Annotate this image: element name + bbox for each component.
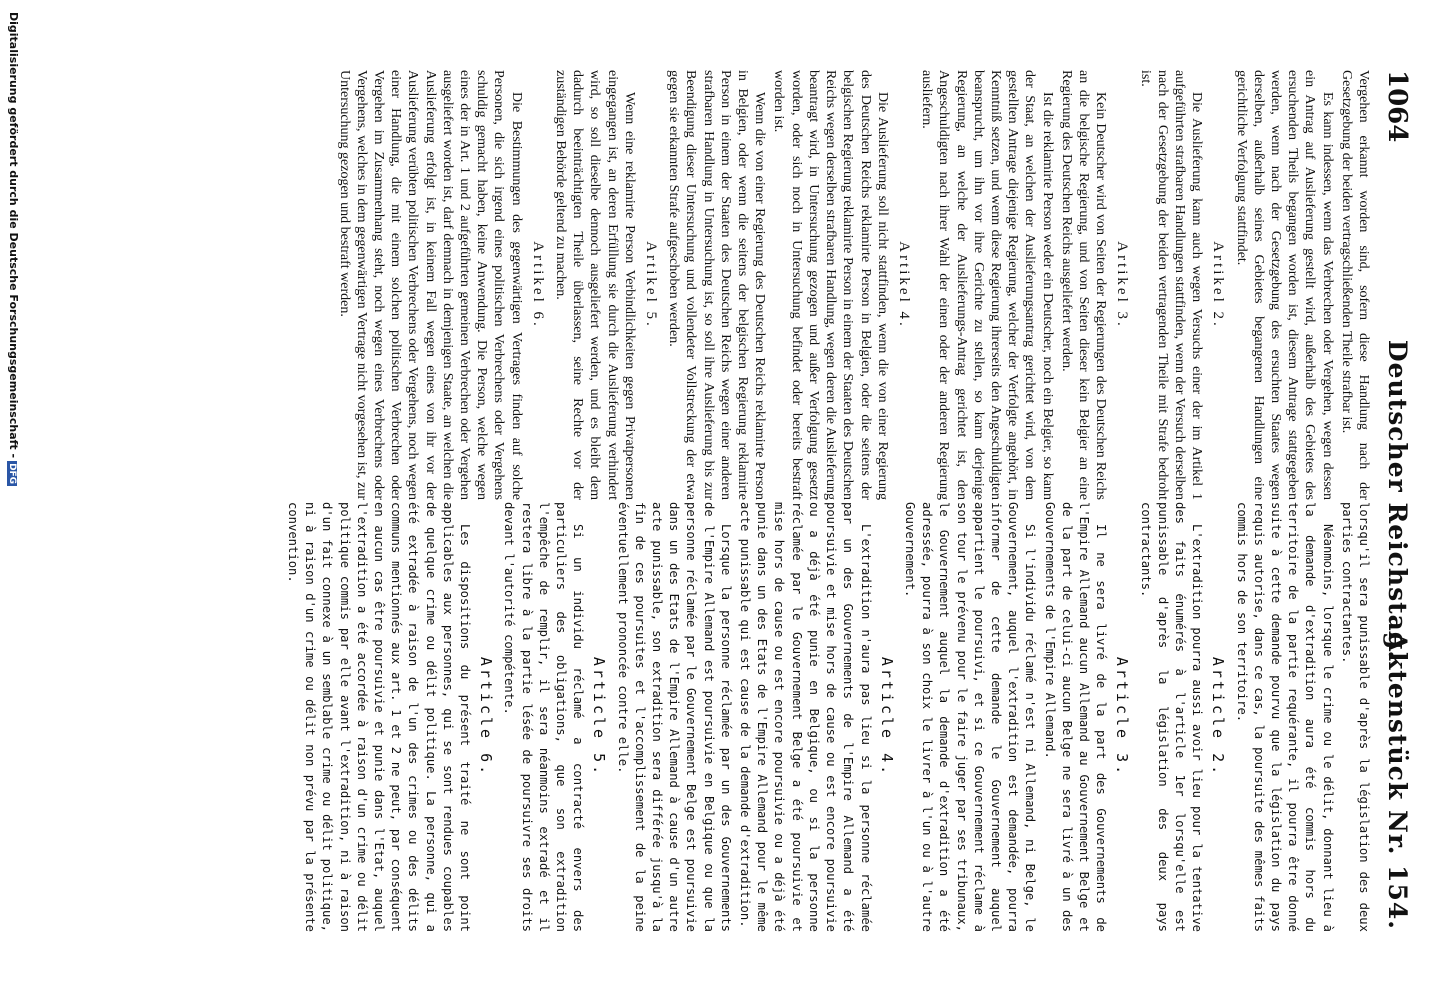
french-text-column <box>282 502 1372 932</box>
german-article-heading: Artikel 6. <box>529 241 546 329</box>
german-paragraph: Wenn die von einer Regierung des Deutschen Reichs reklamirte Person in Belgien, oder wenn die seitens der belgischen Regierung reklamirte Person in einem der Staaten des Deutschen Reichs wegen einer anderen strafbaren Handlung in Untersuchung ist, so soll ihre Auslieferung bis zur Beendigung dieser Untersuchung und vollendeter Vollstreckung der etwa gegen sie erkannten Strafe aufgeschoben werden. <box>666 70 768 500</box>
french-article-heading: Article 2. <box>1209 656 1228 778</box>
german-article-heading: Artikel 2. <box>1210 241 1227 329</box>
german-paragraph: Die Bestimmungen des gegenwärtigen Vertrages finden auf solche Personen, die sich irgend eines politischen Verbrechens oder Vergehens schuldig gemacht haben, keine Anwendung. Die Person, welche wegen eines der in Art. 1 und 2 aufgeführten gemeinen Verbrechen oder Vergehen ausgeliefert worden ist, darf demnach in demjenigen Staate, an welchen die Auslieferung erfolgt ist, in keinem Fall wegen eines von ihr vor der Auslieferung verübten politischen Verbrechens oder Vergehens, noch wegen einer Handlung, die mit einem solchen politischen Verbrechen oder Vergehen im Zusammenhang steht, noch wegen eines Verbrechens oder Vergehens, welches in dem gegenwärtigen Vertrage nicht vorgesehen ist, zur Untersuchung gezogen und bestraft werden. <box>336 70 524 500</box>
page-header <box>1376 70 1412 930</box>
french-paragraph: Si un individu réclamé a contracté envers des particuliers des obligations, que son extradition l'empêche de remplir, il sera néanmoins extradé et il restera libre à la partie lésée de poursuivre ses droits devant l'autorité compétente. <box>502 502 586 932</box>
german-text-column <box>333 70 1372 500</box>
german-article-heading: Artikel 3. <box>1114 241 1131 329</box>
french-article-heading: Article 3. <box>1113 656 1132 778</box>
french-paragraph: Si l'individu réclamé n'est ni Allemand, ni Belge, le Gouvernement, auquel l'extradition est demandée, pourra informer de cette demande le Gouvernement auquel appartient le poursuivi, et si ce Gouvernement réclame à son tour le prévenu pour le faire juger par ses tribunaux, le Gouvernement auquel la demande d'extradition a été adressée, pourra à son choix le livrer à l'un ou à l'autre Gouvernement. <box>902 502 1038 932</box>
french-paragraph: Il ne sera livré de la part des Gouvernements de l'Empire Allemand aucun Allemand au Gouvernement Belge et de la part de celui-ci aucun Belge ne sera livré à un des Gouvernements de l'Empire Allemand. <box>1042 502 1109 932</box>
french-paragraph: Lorsque la personne réclamée par un des Gouvernements de l'Empire Allemand est poursuivie en Belgique ou que la personne réclamée par le Gouvernement Belge est poursuivie dans un des Etats de l'Empire Allemand à cause d'un autre acte punissable, son extradition sera différée jusqu'à la fin de ces poursuites et l'accomplissement de la peine éventuellement prononcée contre elle. <box>615 502 733 932</box>
french-paragraph: Néanmoins, lorsque le crime ou le délit, donnant lieu à la demande d'extradition aura été commis hors du territoire de la partie requérante, il pourra être donné suite à cette demande pourvu que la législation du pays requis autorise, dans ce cas, la poursuite des mêmes faits commis hors de son territoire. <box>1234 502 1335 932</box>
german-article-heading: Artikel 4. <box>895 241 912 329</box>
french-article-heading: Article 4. <box>877 656 896 778</box>
page-number: 1064 <box>1382 70 1412 143</box>
german-paragraph: Wenn eine reklamirte Person Verbindlichkeiten gegen Privatpersonen eingegangen ist, an deren Erfüllung sie durch die Auslieferung verhindert wird, so soll dieselbe dennoch ausgeliefert werden, und es bleibt dem dadurch beeinträchtigten Theile überlassen, seine Rechte vor der zuständigen Behörde geltend zu machen. <box>553 70 637 500</box>
german-article-heading: Artikel 5. <box>643 241 660 329</box>
german-paragraph: Kein Deutscher wird von Seiten der Regierungen des Deutschen Reichs an die belgische Regierung, und von Seiten dieser kein Belgier an eine Regierung des Deutschen Reichs ausgeliefert werden. <box>1058 70 1109 500</box>
document-reference: Aktenstück Nr. 154. <box>1383 631 1412 930</box>
dfg-logo: DFG <box>7 463 17 485</box>
german-paragraph: Es kann indessen, wenn das Verbrechen oder Vergehen, wegen dessen ein Antrag auf Auslieferung gestellt wird, außerhalb des Gebietes des ersuchenden Theils begangen worden ist, diesem Antrage stattgegeben werden, wenn nach der Gesetzgebung des ersuchten Staates wegen derselben, außerhalb seines Gebietes begangenen Handlungen eine gerichtliche Verfolgung stattfindet. <box>1233 70 1335 500</box>
french-paragraph: L'extradition pourra aussi avoir lieu pour la tentative des faits énumérés à l'article 1er lorsqu'elle est punissable d'après la législation des deux pays contractants. <box>1138 502 1205 932</box>
french-paragraph: lorsqu'il sera punissable d'après la législation des deux parties contractantes. <box>1339 502 1371 932</box>
digitization-credit <box>7 12 20 486</box>
french-paragraph: Les dispositions du présent traité ne sont point applicables aux personnes, qui se sont rendues coupables de quelque crime ou délit politique. La personne, qui a été extradée à raison de l'un des crimes ou des délits communs mentionnés aux art. 1 et 2 ne peut, par conséquent en aucun cas être poursuivie et punie dans l'Etat, auquel l'extradition a été accordée à raison d'un crime ou délit politique commis par elle avant l'extradition, ni à raison d'un fait connexe à un semblable crime ou délit politique, ni à raison d'un crime ou délit non prévu par la présente convention. <box>286 502 473 932</box>
german-paragraph: Ist die reklamirte Person weder ein Deutscher, noch ein Belgier, so kann der Staat, an welchen der Auslieferungsantrag gerichtet wird, von dem gestellten Antrage diejenige Regierung, welcher der Verfolgte angehört, in Kenntniß setzen, und wenn diese Regierung ihrerseits den Angeschuldigten beansprucht, um ihn vor ihre Gerichte zu stellen, so kann derjenige Regierung, an welche der Auslieferungs-Antrag gerichtet ist, den Angeschuldigten nach ihrer Wahl der einen oder der anderen Regierung ausliefern. <box>919 70 1055 500</box>
french-paragraph: L'extradition n'aura pas lieu si la personne réclamée par un des Gouvernements de l'Empire Allemand a été poursuivie et mise hors de cause ou est encore poursuivie ou a déjà été punie en Belgique, ou si la personne réclamée par le Gouvernement Belge a été poursuivie et mise hors de cause ou est encore poursuivie ou a déjà été punie dans un des Etats de l'Empire Allemand pour le même acte punissable qui est cause de la demande d'extradition. <box>738 502 873 932</box>
page-title: Deutscher Reichstag. <box>1383 339 1412 661</box>
french-article-heading: Article 5. <box>590 656 609 778</box>
german-paragraph: Vergehen erkannt worden sind, sofern diese Handlung nach der Gesetzgebung der beiden vertragschließenden Theile strafbar ist. <box>1338 70 1371 500</box>
german-paragraph: Die Auslieferung soll nicht stattfinden, wenn die von einer Regierung des Deutschen Reichs reklamirte Person in Belgien, oder die seitens der belgischen Regierung reklamirte Person in einem der Staaten des Deutschen Reichs wegen derselben strafbaren Handlung, wegen deren die Auslieferung beantragt wird, in Untersuchung gezogen und außer Verfolgung gesetzt worden, oder sich noch in Untersuchung befindet oder bereits bestraft worden ist. <box>771 70 890 500</box>
digitization-credit-text: Digitalisierung gefördert durch die Deutsche Forschungsgemeinschaft - <box>7 12 20 459</box>
german-paragraph: Die Auslieferung kann auch wegen Versuchs einer der im Artikel 1 aufgeführten strafbaren Handlungen stattfinden, wenn der Versuch derselben nach der Gesetzgebung der beiden vertragenden Theile mit Strafe bedroht ist. <box>1137 70 1205 500</box>
french-article-heading: Article 6. <box>477 656 496 778</box>
